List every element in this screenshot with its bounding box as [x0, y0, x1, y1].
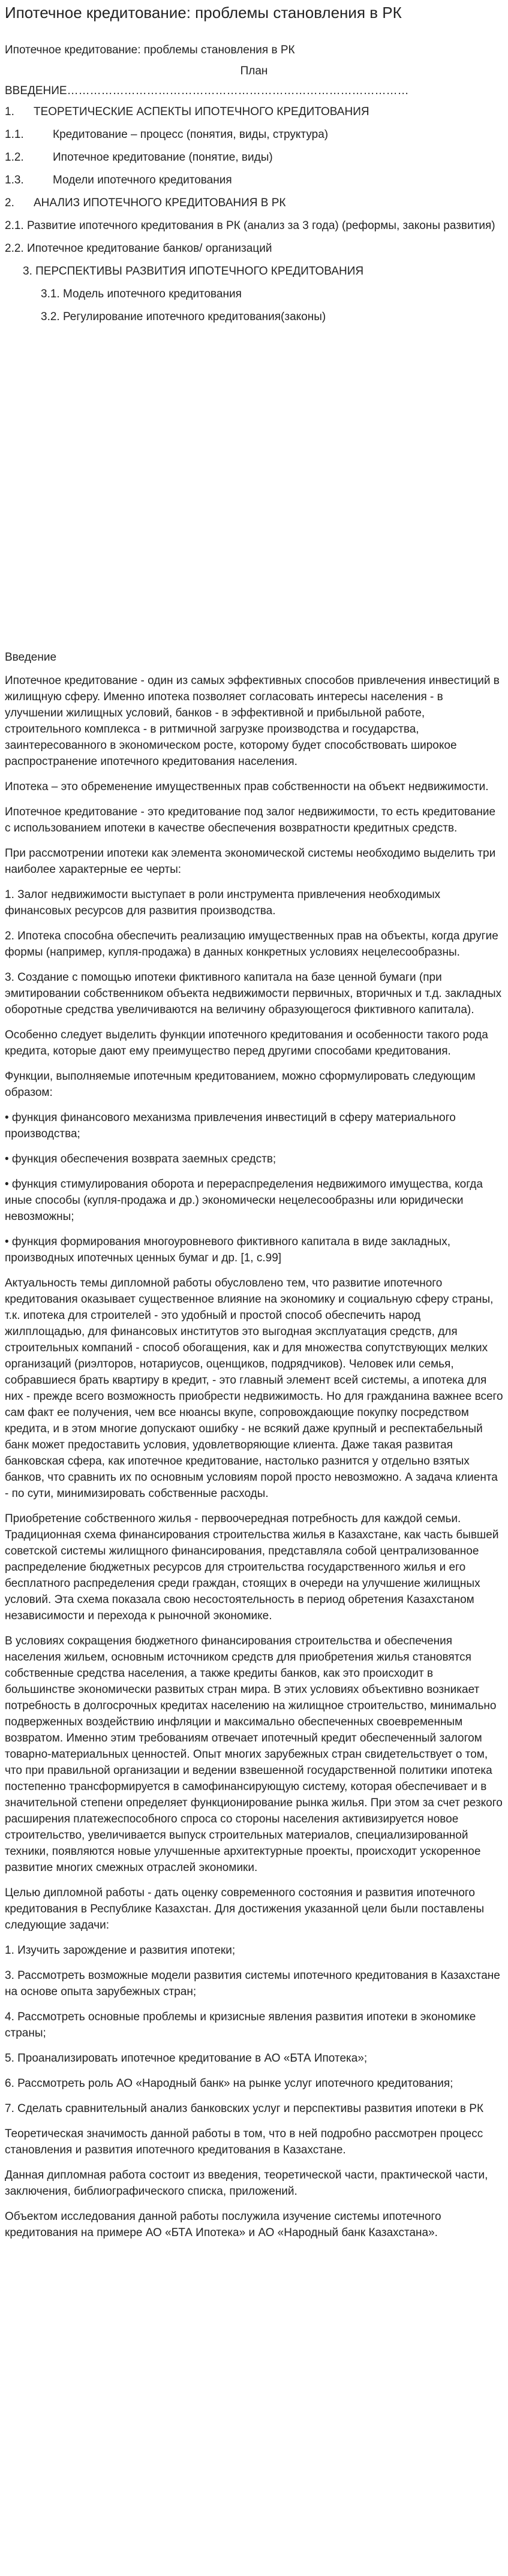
toc-item-text: Модели ипотечного кредитования — [53, 174, 232, 186]
toc-item — [5, 149, 503, 165]
paragraph: Данная дипломная работа состоит из введения, теоретической части, практической части, заключения, библиографического списка, приложений. — [5, 2169, 488, 2198]
intro-heading: Введение — [5, 651, 57, 664]
toc-item-text: АНАЛИЗ ИПОТЕЧНОГО КРЕДИТОВАНИЯ В РК — [34, 197, 286, 209]
toc-item: 3. ПЕРСПЕКТИВЫ РАЗВИТИЯ ИПОТЕЧНОГО КРЕДИТОВАНИЯ — [23, 265, 364, 278]
paragraph: 2. Ипотека способна обеспечить реализацию имущественных прав на объекты, когда другие формы (например, купля-продажа) в данных конкретных условиях нецелесообразны. — [5, 930, 498, 959]
paragraph: Теоретическая значимость данной работы в том, что в ней подробно рассмотрен процесс становления и развития ипотечного кредитования в Казахстане. — [5, 2128, 483, 2156]
paragraph: Ипотека – это обременение имущественных прав собственности на объект недвижимости. — [5, 781, 489, 793]
paragraph: Приобретение собственного жилья - первоочередная потребность для каждой семьи. Традиционная схема финансирования строительства жилья в Казахстане, как часть бывшей советской системы жилищного финансирования, представляла собой централизованное распределение бюджетных ресурсов для строительства государственного жилья и его бесплатного распределения среди граждан, стоящих в очереди на улучшение жилищных условий. Эта схема показала свою несостоятельность в период обретения Казахстаном независимости и перехода к рыночной экономике. — [5, 1513, 499, 1622]
paragraph: 3. Создание с помощью ипотеки фиктивного капитала на базе ценной бумаги (при эмитировании собственником объекта недвижимости первичных, вторичных и т.д. закладных оборотные средства увеличиваются на величину образующегося фиктивного капитала). — [5, 971, 502, 1016]
toc-item-text: Ипотечное кредитование (понятие, виды) — [53, 151, 273, 164]
toc-item-number: 1. — [5, 106, 14, 118]
toc-item: 2.2. Ипотечное кредитование банков/ организаций — [5, 242, 272, 255]
plan-label: План — [240, 65, 268, 77]
toc-item: 3.1. Модель ипотечного кредитования — [41, 288, 242, 300]
document-title: Ипотечное кредитование: проблемы становления в РК — [5, 4, 402, 22]
paragraph: Объектом исследования данной работы послужила изучение системы ипотечного кредитования на примере АО «БТА Ипотека» и АО «Народный банк Казахстана». — [5, 2210, 441, 2239]
paragraph: Ипотечное кредитование - это кредитование под залог недвижимости, то есть кредитование с использованием ипотеки в качестве обеспечения возвратности кредитных средств. — [5, 806, 496, 834]
bullet-item: • функция формирования многоуровневого фиктивного капитала в виде закладных, производных ипотечных ценных бумаг и др. [1, с.99] — [5, 1236, 451, 1264]
toc-item-number: 1.3. — [5, 174, 24, 186]
task-item: 7. Сделать сравнительный анализ банковских услуг и перспективы развития ипотеки в РК — [5, 2102, 484, 2115]
toc-item — [5, 172, 503, 188]
task-item: 6. Рассмотреть роль АО «Народный банк» на рынке услуг ипотечного кредитования; — [5, 2077, 453, 2090]
paragraph: Ипотечное кредитование - один из самых эффективных способов привлечения инвестиций в жилищную сферу. Именно ипотека позволяет согласовать интересы населения - в улучшении жилищных условий, банков - в эффективной и прибыльной работе, строительного комплекса - в ритмичной загрузке производства и государства, заинтересованного в экономическом росте, которому будет способствовать широкое распространение ипотечного кредитования населения. — [5, 674, 500, 768]
toc-item-number: 1.1. — [5, 128, 24, 141]
paragraph: Актуальность темы дипломной работы обусловлено тем, что развитие ипотечного кредитования оказывает существенное влияние на экономику и социальную сферу страны, т.к. ипотека для строителей - это удобный и простой способ обеспечить народ жилплощадью, для финансовых институтов это выгодная эксплуатация средств, для строительных компаний - способ обогащения, как и для множества сопутствующих мелких организаций (риэлторов, нотариусов, оценщиков, подрядчиков). Человек или семья, собравшиеся брать квартиру в кредит, - это главный элемент всей системы, а ипотека для них - прежде всего возможность приобрести недвижимость. Но для гражданина важнее всего сам факт ее получения, чем все нюансы вкупе, сопровождающие покупку посредством кредита, и в этом многие допускают ошибку - не всякий даже крупный и респектабельный банк может предоставить условия, удовлетворяющие клиента. Даже такая развитая банковская сфера, как ипотечное кредитование, настолько разнится у отдельно взятых банков, что сравнить их по основным условиям порой просто невозможно. А задача клиента - по сути, минимизировать собственные расходы. — [5, 1277, 503, 1500]
task-item: 4. Рассмотреть основные проблемы и кризисные явления развития ипотеки в экономике страны; — [5, 2011, 476, 2039]
paragraph: 1. Залог недвижимости выступает в роли инструмента привлечения необходимых финансовых ресурсов для развития производства. — [5, 888, 441, 917]
toc-item-text: ТЕОРЕТИЧЕСКИЕ АСПЕКТЫ ИПОТЕЧНОГО КРЕДИТОВАНИЯ — [34, 106, 369, 118]
bullet-item: • функция обеспечения возврата заемных средств; — [5, 1153, 276, 1165]
bullet-item: • функция финансового механизма привлечения инвестиций в сферу материального производства; — [5, 1111, 456, 1140]
paragraph: Функции, выполняемые ипотечным кредитованием, можно сформулировать следующим образом: — [5, 1070, 476, 1099]
task-item: 3. Рассмотреть возможные модели развития системы ипотечного кредитования в Казахстане на основе опыта зарубежных стран; — [5, 1969, 500, 1998]
toc-item — [5, 195, 503, 211]
paragraph: Особенно следует выделить функции ипотечного кредитования и особенности такого рода кредита, которые дают ему преимущество перед другими способами кредитования. — [5, 1029, 488, 1057]
bullet-item: • функция стимулирования оборота и перераспределения недвижимого имущества, когда иные способы (купля-продажа и др.) экономически нецелесообразны или юридически невозможны; — [5, 1178, 483, 1223]
paragraph: Целью дипломной работы - дать оценку современного состояния и развития ипотечного кредитования в Республике Казахстан. Для достижения указанной цели были поставлены следующие задачи: — [5, 1887, 485, 1932]
paragraph: В условиях сокращения бюджетного финансирования строительства и обеспечения населения жильем, основным источником средств для приобретения жилья становятся собственные средства населения, а также кредиты банков, как это происходит в большинстве экономически развитых стран мира. В этих условиях объективно возникает потребность в долгосрочных кредитах населению на жилищное строительство, минимально подверженных воздействию инфляции и максимально обеспеченных своевременным возвратом. Именно этим требованиям отвечает ипотечный кредит обеспеченный залогом товарно-материальных ценностей. Опыт многих зарубежных стран свидетельствует о том, что при правильной организации и ведении взвешенной государственной политики ипотека постепенно трансформируется в самофинансирующую систему, которая обеспечивает и в значительной степени определяет функционирование рынка жилья. При этом за счет резкого расширения платежеспособного спроса со стороны населения активизируется новое строительство, увеличивается выпуск строительных материалов, специализированной техники, появляются новые улучшенные архитектурные проекты, происходит ускоренное развитие многих смежных отраслей экономики. — [5, 1635, 503, 1874]
toc-item — [5, 126, 503, 143]
blank-space — [5, 332, 503, 649]
task-item: 1. Изучить зарождение и развития ипотеки; — [5, 1944, 236, 1957]
task-item: 5. Проанализировать ипотечное кредитование в АО «БТА Ипотека»; — [5, 2052, 368, 2065]
toc-intro: ВВЕДЕНИЕ……………………………………………………………………………… — [5, 85, 409, 97]
paragraph: При рассмотрении ипотеки как элемента экономической системы необходимо выделить три наиболее характерные ее черты: — [5, 847, 496, 876]
toc-item-number: 1.2. — [5, 151, 24, 164]
toc-item: 2.1. Развитие ипотечного кредитования в РК (анализ за 3 года) (реформы, законы развития) — [5, 219, 495, 232]
toc-item — [5, 104, 503, 120]
toc-item-text: Кредитование – процесс (понятия, виды, структура) — [53, 128, 329, 141]
toc-item-number: 2. — [5, 197, 14, 209]
toc-item: 3.2. Регулирование ипотечного кредитования(законы) — [41, 311, 326, 323]
document-subtitle: Ипотечное кредитование: проблемы становления в РК — [5, 44, 295, 56]
